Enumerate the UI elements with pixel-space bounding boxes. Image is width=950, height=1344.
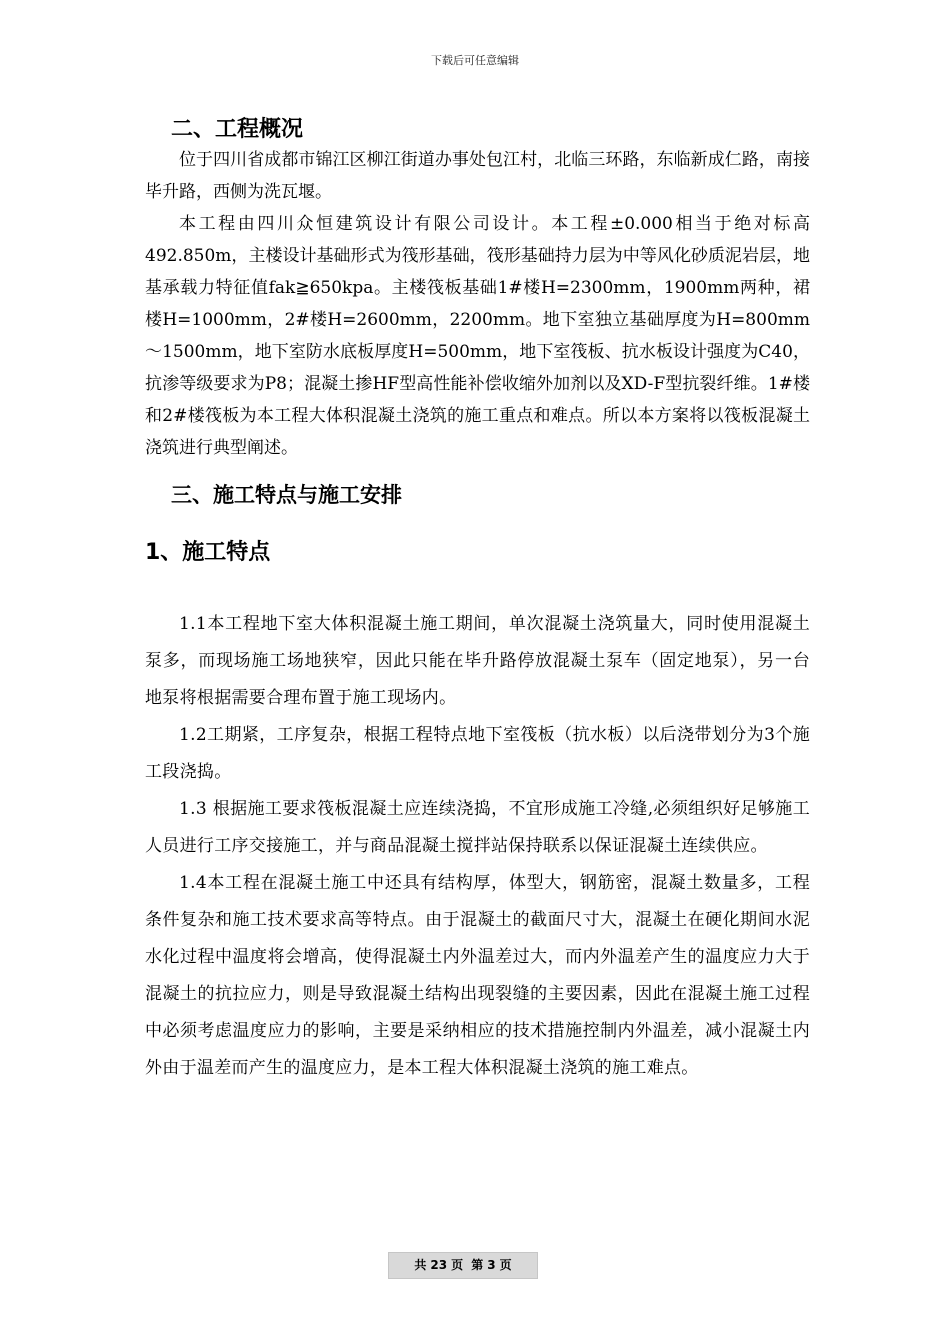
subsection-title-construction-features: 1、施工特点 xyxy=(145,540,271,565)
page-content xyxy=(145,112,810,1087)
overview-paragraph-location: 位于四川省成都市锦江区柳江街道办事处包江村，北临三环路，东临新成仁路，南接毕升路，西侧为洗瓦堰。 xyxy=(145,150,810,202)
footer-current-page: 3 xyxy=(487,1258,496,1272)
page-number-footer xyxy=(388,1252,538,1279)
spacer xyxy=(145,570,810,606)
footer-page-unit: 页 xyxy=(451,1258,464,1272)
overview-paragraph-design: 本工程由四川众恒建筑设计有限公司设计。本工程±0.000相当于绝对标高492.850m，主楼设计基础形式为筏形基础，筏形基础持力层为中等风化砂质泥岩层，地基承载力特征值fak≧650kpa。主楼筏板基础1#楼H=2300mm，1900mm两种，裙楼H=1000mm，2#楼H=2600mm，2200mm。地下室独立基础厚度为H=800mm～1500mm，地下室防水底板厚度H=500mm，地下室筏板、抗水板设计强度为C40，抗渗等级要求为P8；混凝土掺HF型高性能补偿收缩外加剂以及XD-F型抗裂纤维。1#楼和2#楼筏板为本工程大体积混凝土浇筑的施工重点和难点。所以本方案将以筏板混凝土浇筑进行典型阐述。 xyxy=(145,214,810,458)
section-title-construction-arrangement: 三、施工特点与施工安排 xyxy=(171,483,402,507)
feature-paragraph-1-1: 1.1本工程地下室大体积混凝土施工期间，单次混凝土浇筑量大，同时使用混凝土泵多，而现场施工场地狭窄，因此只能在毕升路停放混凝土泵车（固定地泵），另一台地泵将根据需要合理布置于施工现场内。 xyxy=(145,614,810,708)
feature-paragraph-1-3: 1.3 根据施工要求筏板混凝土应连续浇捣，不宜形成施工冷缝,必须组织好足够施工人员进行工序交接施工，并与商品混凝土搅拌站保持联系以保证混凝土连续供应。 xyxy=(145,799,810,856)
feature-paragraph-1-4: 1.4本工程在混凝土施工中还具有结构厚，体型大，钢筋密，混凝土数量多，工程条件复杂和施工技术要求高等特点。由于混凝土的截面尺寸大，混凝土在硬化期间水泥水化过程中温度将会增高，使得混凝土内外温差过大，而内外温差产生的温度应力大于混凝土的抗拉应力，则是导致混凝土结构出现裂缝的主要因素，因此在混凝土施工过程中必须考虑温度应力的影响，主要是采纳相应的技术措施控制内外温差，减小混凝土内外由于温差而产生的温度应力，是本工程大体积混凝土浇筑的施工难点。 xyxy=(145,873,810,1078)
section-title-project-overview: 二、工程概况 xyxy=(171,117,304,142)
footer-current-unit: 页 xyxy=(499,1258,512,1272)
footer-total-prefix: 共 xyxy=(414,1258,427,1272)
footer-total-pages: 23 xyxy=(430,1258,448,1272)
download-note: 下载后可任意编辑 xyxy=(431,54,519,67)
footer-current-prefix: 第 xyxy=(471,1258,484,1272)
feature-paragraph-1-2: 1.2工期紧，工序复杂，根据工程特点地下室筏板（抗水板）以后浇带划分为3个施工段浇捣。 xyxy=(145,725,810,782)
